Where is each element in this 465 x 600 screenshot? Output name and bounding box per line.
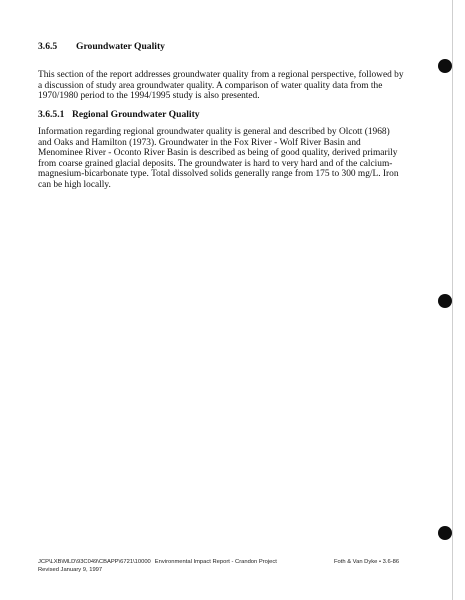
paragraph-line: Information regarding regional groundwater quality is general and described by Olcott (1968) bbox=[38, 127, 390, 137]
section-intro-paragraph bbox=[38, 70, 403, 102]
page-edge-line bbox=[452, 0, 453, 600]
binder-hole-bottom bbox=[438, 526, 452, 540]
footer-right bbox=[334, 558, 399, 566]
footer-revision-date: Revised January 9, 1997 bbox=[38, 567, 103, 573]
paragraph-line: Menominee River - Oconto River Basin is described as being of good quality, derived primarily bbox=[38, 148, 398, 159]
paragraph-line: This section of the report addresses groundwater quality from a regional perspective, followed by bbox=[38, 70, 404, 80]
paragraph-line: from coarse grained glacial deposits. The groundwater is hard to very hard and of the calcium- bbox=[38, 158, 393, 169]
section-heading bbox=[38, 41, 165, 53]
footer-page-number: Foth & Van Dyke • 3.6-86 bbox=[334, 559, 400, 565]
paragraph-line: can be high locally. bbox=[38, 179, 111, 190]
footer-left bbox=[38, 558, 277, 574]
section-number: 3.6.5 bbox=[38, 41, 58, 52]
paragraph-line: magnesium-bicarbonate type. Total dissolved solids generally range from 175 to 300 mg/L. Iron bbox=[38, 169, 399, 180]
paragraph-line: 1970/1980 period to the 1994/1995 study is also presented. bbox=[38, 91, 260, 102]
paragraph-line: a discussion of study area groundwater quality. A comparison of water quality data from the bbox=[38, 80, 383, 91]
binder-hole-middle bbox=[438, 294, 452, 308]
binder-hole-top bbox=[438, 59, 452, 73]
footer-file-path: JCP\LXB\MLD\93C049\CBAPP\6721\10000 bbox=[38, 559, 151, 565]
subsection-title: Regional Groundwater Quality bbox=[72, 109, 200, 120]
footer-report-title: Environmental Impact Report - Crandon Project bbox=[154, 559, 277, 565]
subsection-body-paragraph bbox=[38, 127, 403, 191]
subsection-number: 3.6.5.1 bbox=[38, 109, 65, 120]
subsection-heading bbox=[38, 109, 200, 121]
paragraph-line: and Oaks and Hamilton (1973). Groundwater in the Fox River - Wolf River Basin and bbox=[38, 137, 361, 148]
section-title: Groundwater Quality bbox=[76, 41, 165, 52]
